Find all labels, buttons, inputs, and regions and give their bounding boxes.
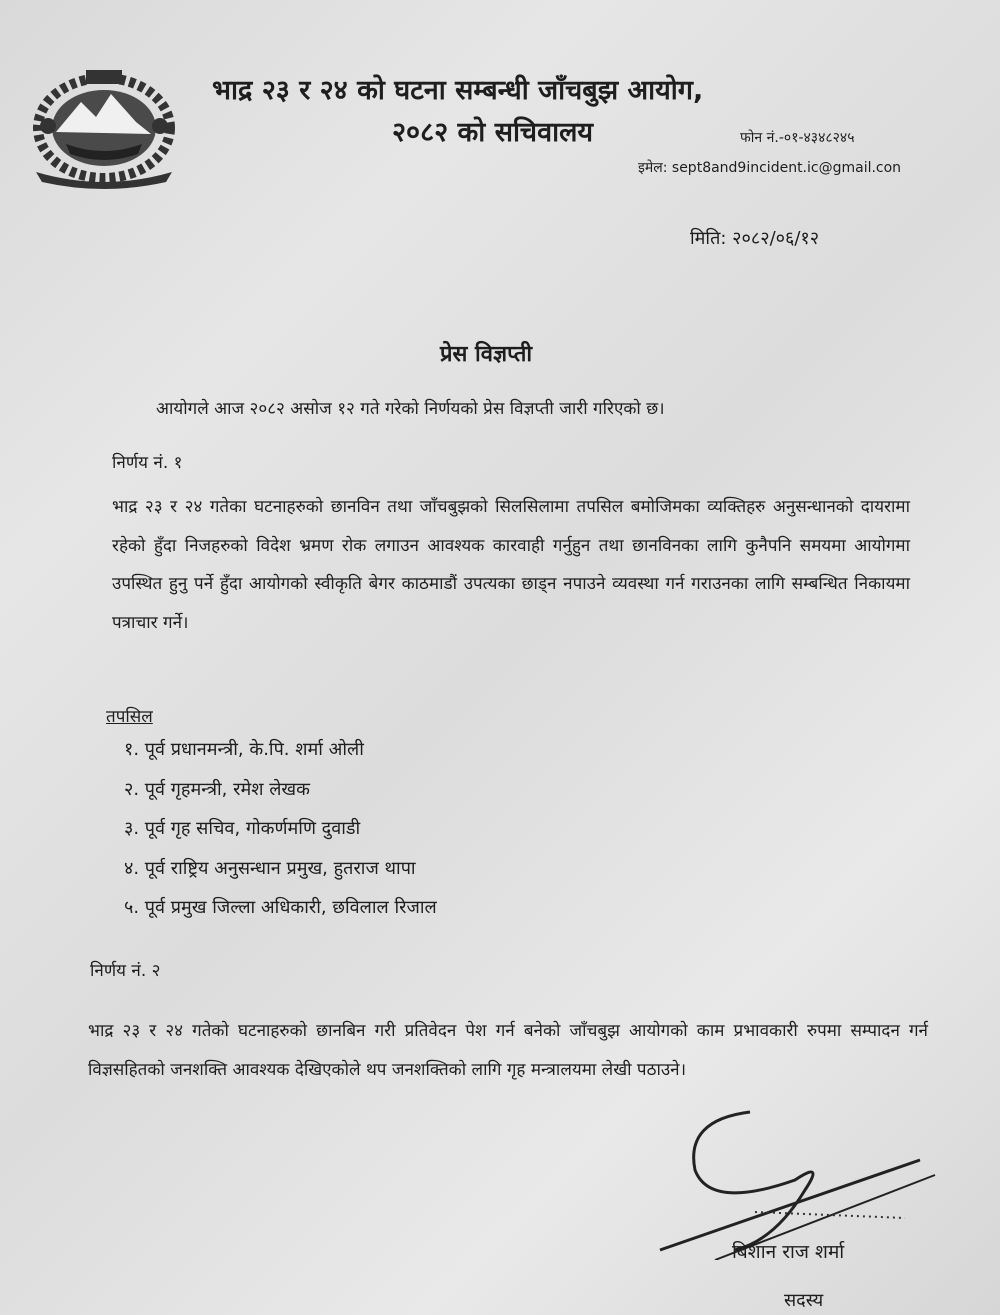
signatory-name: बिशान राज शर्मा: [732, 1241, 845, 1263]
list-item: ४. पूर्व राष्ट्रिय अनुसन्धान प्रमुख, हुतराज थापा: [124, 857, 416, 879]
list-item: २. पूर्व गृहमन्त्री, रमेश लेखक: [124, 778, 310, 800]
nepal-emblem-icon: [26, 62, 182, 190]
signatory-role: सदस्य: [784, 1290, 824, 1311]
list-item: ५. पूर्व प्रमुख जिल्ला अधिकारी, छविलाल रिजाल: [124, 897, 437, 918]
tapsil-list: [124, 736, 437, 934]
decision-1-label: निर्णय नं. १: [112, 453, 183, 473]
header-phone: फोन नं.-०१-४३४८२४५: [740, 130, 855, 146]
intro-text: आयोगले आज २०८२ असोज १२ गते गरेको निर्णयको प्रेस विज्ञप्ती जारी गरिएको छ।: [156, 399, 665, 419]
decision-2-text: भाद्र २३ र २४ गतेको घटनाहरुको छानबिन गरी प्रतिवेदन पेश गर्न बनेको जाँचबुझ आयोगको काम प्रभावकारी रुपमा सम्पादन गर्न विज्ञसहितको जनशक्ति आवश्यक देखिएकोले थप जनशक्तिको लागि गृह मन्त्रालयमा लेखी पठाउने।: [88, 1021, 928, 1080]
list-item: ३. पूर्व गृह सचिव, गोकर्णमणि दुवाडी: [124, 818, 361, 839]
list-item: १. पूर्व प्रधानमन्त्री, के.पि. शर्मा ओली: [124, 739, 364, 760]
header-title-line2: २०८२ को सचिवालय: [392, 117, 594, 148]
header-title-line1: भाद्र २३ र २४ को घटना सम्बन्धी जाँचबुझ आयोग,: [212, 75, 704, 106]
decision-1-text: भाद्र २३ र २४ गतेका घटनाहरुको छानविन तथा जाँचबुझको सिलसिलामा तपसिल बमोजिमका व्यक्तिहरु अनुसन्धानको दायरामा रहेको हुँदा निजहरुको विदेश भ्रमण रोक लगाउन आवश्यक कारवाही गर्नुहुन तथा छानविनका लागि कुनैपनि समयमा आयोगमा उपस्थित हुनु पर्ने हुँदा आयोगको स्वीकृति बेगर काठमाडौं उपत्यका छाड्न नपाउने व्यवस्था गर्न गराउनका लागि सम्बन्धित निकायमा पत्राचार गर्ने।: [112, 497, 910, 633]
signature-icon: [655, 1100, 940, 1260]
document-date: मिति: २०८२/०६/१२: [690, 228, 820, 249]
tapsil-label: तपसिल: [106, 707, 153, 727]
document-heading: प्रेस विज्ञप्ती: [440, 342, 533, 367]
header-email: इमेल: sept8and9incident.ic@gmail.con: [638, 160, 902, 176]
decision-2-label: निर्णय नं. २: [90, 961, 161, 981]
